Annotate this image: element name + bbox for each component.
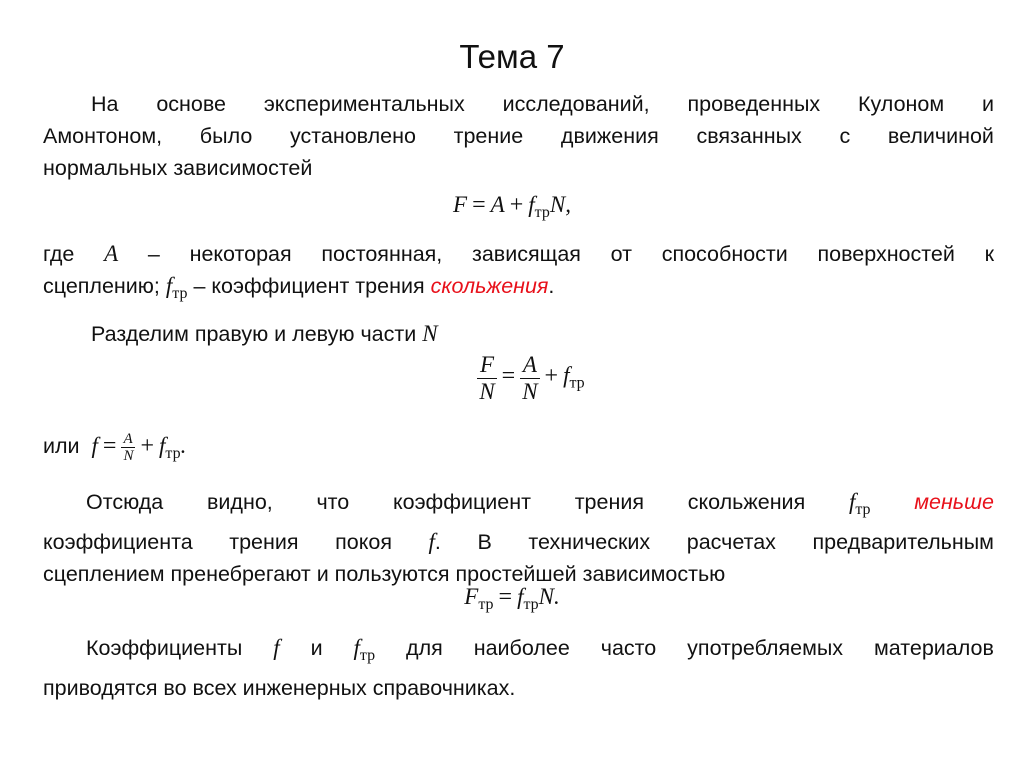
equation-coefficient [43, 430, 994, 470]
fraction-F-over-N [477, 352, 496, 405]
fraction-A-over-N [520, 352, 539, 405]
word: технических [528, 530, 651, 554]
word: движения [560, 124, 659, 148]
word: материалов [873, 636, 994, 660]
equation-friction-law [0, 192, 1024, 222]
subscript-tr: тр [359, 647, 376, 664]
period: . [434, 530, 441, 554]
var-f: f [563, 362, 570, 388]
equals-sign: = [472, 192, 486, 218]
subscript-tr: тр [165, 445, 181, 462]
word: где [43, 242, 75, 266]
word: сцеплению; [43, 274, 160, 298]
period: . [553, 584, 560, 609]
word: поверхностей [817, 242, 955, 266]
subscript-tr: тр [172, 285, 188, 302]
divide-text: Разделим правую и левую части [91, 322, 423, 346]
conclusion-line-1 [43, 486, 994, 526]
subscript-tr: тр [523, 596, 539, 613]
word: часто [600, 636, 657, 660]
word: трение [453, 124, 524, 148]
word: трения [574, 490, 644, 514]
f-tr-inline [849, 486, 871, 526]
intro-line-1 [43, 88, 994, 120]
definitions-line-1 [43, 238, 994, 270]
word: В [477, 530, 492, 554]
reference-line-2: приводятся во всех инженерных справочниках. [43, 676, 516, 700]
var-f: f [528, 192, 535, 217]
var-f: f [91, 433, 98, 458]
numerator: F [477, 352, 496, 379]
word: постоянная, [321, 242, 443, 266]
denominator: N [123, 447, 134, 464]
word: способности [661, 242, 788, 266]
subscript-tr: тр [534, 204, 550, 221]
var-f: f [353, 635, 360, 660]
word: предварительным [812, 530, 994, 554]
word: связанных [696, 124, 802, 148]
var-A: A [104, 241, 119, 266]
var-F: F [464, 584, 479, 609]
plus-sign: + [509, 192, 524, 218]
word: к [984, 242, 994, 266]
conclusion-line-3: сцеплением пренебрегают и пользуются простейшей зависимостью [43, 562, 726, 586]
word: коэффициента [43, 530, 193, 554]
word: На [91, 92, 119, 116]
equals-sign: = [102, 433, 117, 459]
var-f: f [165, 273, 173, 298]
period: . [180, 433, 187, 458]
word: Коэффициенты [86, 636, 243, 660]
paragraph-definitions [43, 238, 994, 310]
word: коэффициент [392, 490, 531, 514]
intro-line-3: нормальных зависимостей [43, 156, 313, 180]
word: зависящая [471, 242, 581, 266]
word: и [310, 636, 323, 660]
f-tr-inline [354, 632, 376, 672]
denominator: N [522, 379, 538, 404]
word: трения [229, 530, 299, 554]
equation-divided [0, 352, 1024, 405]
reference-line-1 [43, 632, 994, 672]
var-f: f [273, 635, 280, 660]
paragraph-reference [43, 632, 994, 704]
var-A: A [490, 192, 505, 217]
word: с [839, 124, 851, 148]
period: . [548, 274, 555, 298]
word: что [316, 490, 350, 514]
comma: , [565, 192, 571, 217]
subscript-tr: тр [478, 596, 494, 613]
word: Амонтоном, [43, 124, 163, 148]
var-f: f [428, 529, 435, 554]
word: установлено [290, 124, 416, 148]
equals-sign: = [498, 584, 513, 610]
subscript-tr: тр [855, 501, 871, 518]
word: употребляемых [687, 636, 844, 660]
plus-sign: + [140, 433, 155, 459]
paragraph-intro [43, 88, 994, 184]
var-f: f [517, 584, 524, 609]
var-F: F [453, 192, 468, 217]
numerator: A [121, 431, 135, 448]
intro-line-2 [43, 120, 994, 152]
word: было [199, 124, 253, 148]
denominator: N [479, 379, 495, 404]
word: Кулоном [857, 92, 945, 116]
word: величиной [887, 124, 994, 148]
slide-title: Тема 7 [459, 38, 565, 75]
word: от [610, 242, 632, 266]
paragraph-conclusion [43, 486, 994, 590]
word: видно, [206, 490, 273, 514]
conclusion-line-2 [43, 526, 994, 558]
var-N: N [538, 584, 554, 609]
word: экспериментальных [263, 92, 465, 116]
paragraph-divide [43, 318, 994, 350]
word: основе [156, 92, 226, 116]
word: исследований, [502, 92, 650, 116]
var-N: N [549, 192, 566, 217]
equation-simple-law [0, 584, 1024, 614]
word: Отсюда [86, 490, 164, 514]
word: проведенных [687, 92, 821, 116]
definition-text: – коэффициент трения [187, 274, 431, 298]
var-f: f [848, 489, 856, 514]
word: покоя [335, 530, 392, 554]
var-N: N [422, 321, 438, 346]
plus-sign: + [544, 362, 559, 389]
word: наиболее [473, 636, 570, 660]
dash: – [147, 242, 160, 266]
var-f: f [159, 433, 166, 458]
highlight-sliding: скольжения [430, 274, 549, 298]
word-or: или [43, 434, 80, 458]
f-inline [429, 526, 441, 558]
word: и [981, 92, 994, 116]
numerator: A [520, 352, 539, 379]
equals-sign: = [501, 362, 516, 389]
fraction-A-over-N-small [121, 431, 135, 464]
definitions-line-2 [43, 270, 994, 310]
word: некоторая [189, 242, 292, 266]
subscript-tr: тр [569, 374, 585, 392]
highlight-less: меньше [914, 490, 994, 514]
word: для [406, 636, 443, 660]
word: расчетах [686, 530, 776, 554]
word: скольжения [687, 490, 806, 514]
